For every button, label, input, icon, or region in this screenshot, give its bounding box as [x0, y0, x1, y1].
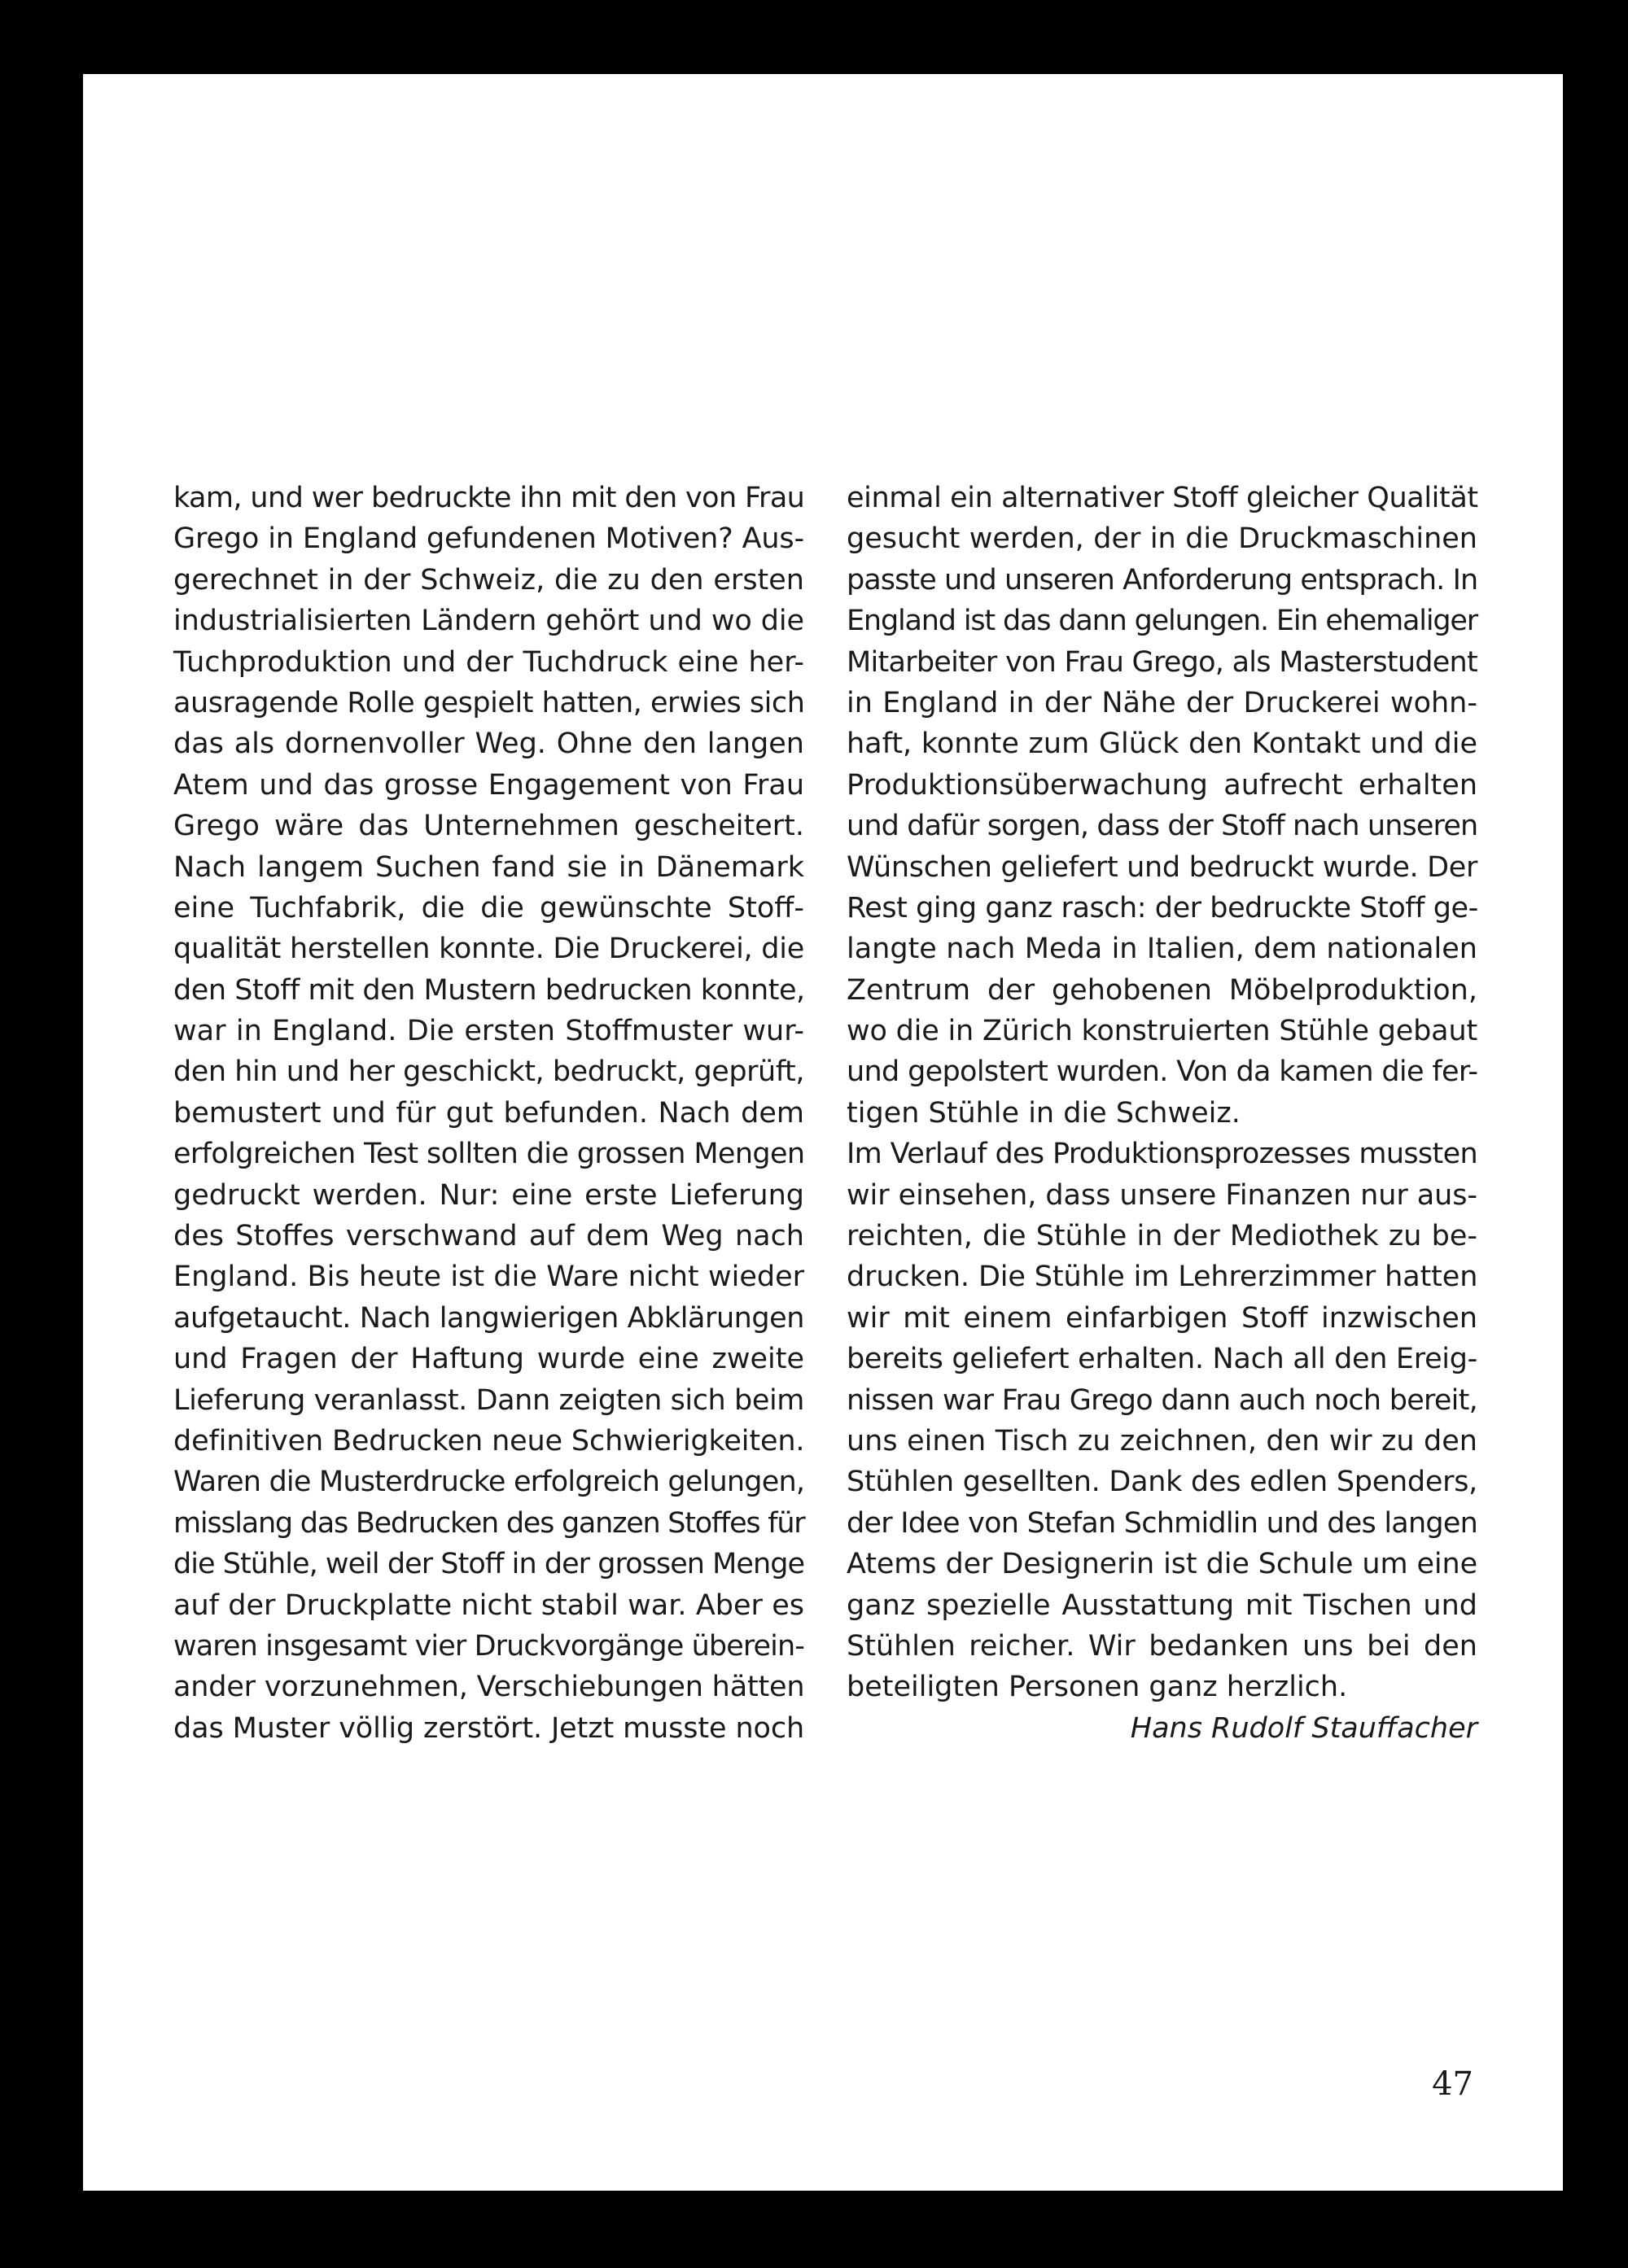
- text-line: nissen war Frau Grego dann auch noch bereit,: [847, 1383, 1477, 1417]
- text-line: Grego wäre das Unternehmen gescheitert.: [173, 810, 804, 843]
- text-line: qualität herstellen konnte. Die Druckerei, die: [173, 933, 804, 966]
- text-line: ausragende Rolle gespielt hatten, erwies sich: [173, 686, 805, 719]
- text-line: industrialisierten Ländern gehört und wo die: [173, 605, 804, 638]
- text-line: gesucht werden, der in die Druckmaschinen: [847, 522, 1477, 556]
- text-line: Tuchproduktion und der Tuchdruck eine her-: [173, 645, 804, 679]
- text-line: aufgetaucht. Nach langwierigen Abklärungen: [173, 1301, 804, 1335]
- text-line: war in England. Die ersten Stoffmuster wur-: [173, 1015, 804, 1048]
- text-line: das Muster völlig zerstört. Jetzt musste noch: [173, 1711, 805, 1745]
- text-column-left: [173, 478, 804, 1749]
- text-line: eine Tuchfabrik, die die gewünschte Stoff-: [173, 891, 804, 924]
- text-line: des Stoffes verschwand auf dem Weg nach: [173, 1220, 804, 1253]
- text-line: Mitarbeiter von Frau Grego, als Masterstudent: [847, 645, 1477, 679]
- text-line: bereits geliefert erhalten. Nach all den Ereig-: [847, 1343, 1477, 1376]
- text-line: haft, konnte zum Glück den Kontakt und die: [847, 728, 1477, 761]
- page: [83, 74, 1563, 2191]
- text-line: gerechnet in der Schweiz, die zu den ersten: [173, 563, 804, 596]
- text-line: Zentrum der gehobenen Möbelproduktion,: [847, 973, 1477, 1007]
- text-line: langte nach Meda in Italien, dem nationalen: [847, 933, 1477, 966]
- text-line: in England in der Nähe der Druckerei wohn-: [847, 686, 1477, 719]
- text-line: ganz spezielle Ausstattung mit Tischen und: [847, 1588, 1477, 1622]
- text-line: Atem und das grosse Engagement von Frau: [173, 768, 804, 802]
- text-column-right: [847, 478, 1477, 1749]
- text-line: wir einsehen, dass unsere Finanzen nur aus-: [847, 1178, 1477, 1212]
- text-line: kam, und wer bedruckte ihn mit den von Frau: [173, 482, 805, 514]
- text-line: das als dornenvoller Weg. Ohne den langen: [173, 728, 804, 761]
- text-line: beteiligten Personen ganz herzlich.: [847, 1671, 1348, 1704]
- text-line: und gepolstert wurden. Von da kamen die fer-: [847, 1055, 1478, 1089]
- text-line: uns einen Tisch zu zeichnen, den wir zu den: [847, 1424, 1477, 1457]
- text-line: der Idee von Stefan Schmidlin und des langen: [847, 1506, 1477, 1540]
- text-line: auf der Druckplatte nicht stabil war. Aber es: [173, 1588, 804, 1622]
- text-line: die Stühle, weil der Stoff in der grossen Menge: [173, 1548, 805, 1581]
- text-line: waren insgesamt vier Druckvorgänge überein-: [173, 1629, 804, 1663]
- text-line: und Fragen der Haftung wurde eine zweite: [173, 1343, 804, 1376]
- text-line: Nach langem Suchen fand sie in Dänemark: [173, 850, 804, 884]
- text-line: definitiven Bedrucken neue Schwierigkeiten.: [173, 1424, 805, 1457]
- text-line: England. Bis heute ist die Ware nicht wieder: [173, 1261, 804, 1294]
- text-line: Wünschen geliefert und bedruckt wurde. Der: [847, 850, 1478, 884]
- text-line: Grego in England gefundenen Motiven? Aus-: [173, 522, 804, 556]
- text-line: den Stoff mit den Mustern bedrucken konnte,: [173, 973, 805, 1007]
- text-line: England ist das dann gelungen. Ein ehemaliger: [847, 605, 1477, 638]
- text-line: reichten, die Stühle in der Mediothek zu be-: [847, 1220, 1477, 1253]
- text-line: Lieferung veranlasst. Dann zeigten sich beim: [173, 1383, 804, 1417]
- text-line: passte und unseren Anforderung entsprach. In: [847, 563, 1478, 596]
- text-line: Stühlen reicher. Wir bedanken uns bei den: [847, 1629, 1477, 1663]
- text-line: einmal ein alternativer Stoff gleicher Qualität: [847, 482, 1478, 514]
- text-line: Rest ging ganz rasch: der bedruckte Stoff ge-: [847, 891, 1478, 924]
- text-line: wo die in Zürich konstruierten Stühle gebaut: [847, 1015, 1477, 1048]
- text-line: und dafür sorgen, dass der Stoff nach unseren: [847, 810, 1478, 843]
- text-line: wir mit einem einfarbigen Stoff inzwischen: [847, 1301, 1477, 1335]
- text-line: misslang das Bedrucken des ganzen Stoffes für: [173, 1506, 805, 1540]
- text-line: Im Verlauf des Produktionsprozesses mussten: [847, 1138, 1477, 1171]
- text-line: tigen Stühle in die Schweiz.: [847, 1096, 1241, 1130]
- author-signature: Hans Rudolf Stauffacher: [1130, 1711, 1477, 1745]
- text-line: gedruckt werden. Nur: eine erste Lieferung: [173, 1178, 804, 1212]
- text-line: ander vorzunehmen, Verschiebungen hätten: [173, 1671, 805, 1704]
- text-line: bemustert und für gut befunden. Nach dem: [173, 1096, 804, 1130]
- text-line: Produktionsüberwachung aufrecht erhalten: [847, 768, 1477, 802]
- text-line: drucken. Die Stühle im Lehrerzimmer hatten: [847, 1261, 1478, 1294]
- page-number: 47: [1432, 2065, 1473, 2103]
- text-line: Atems der Designerin ist die Schule um eine: [847, 1548, 1478, 1581]
- text-line: Waren die Musterdrucke erfolgreich gelungen,: [173, 1466, 805, 1499]
- text-line: erfolgreichen Test sollten die grossen Mengen: [173, 1138, 805, 1171]
- text-line: den hin und her geschickt, bedruckt, geprüft,: [173, 1055, 804, 1089]
- text-line: Stühlen gesellten. Dank des edlen Spenders,: [847, 1466, 1477, 1499]
